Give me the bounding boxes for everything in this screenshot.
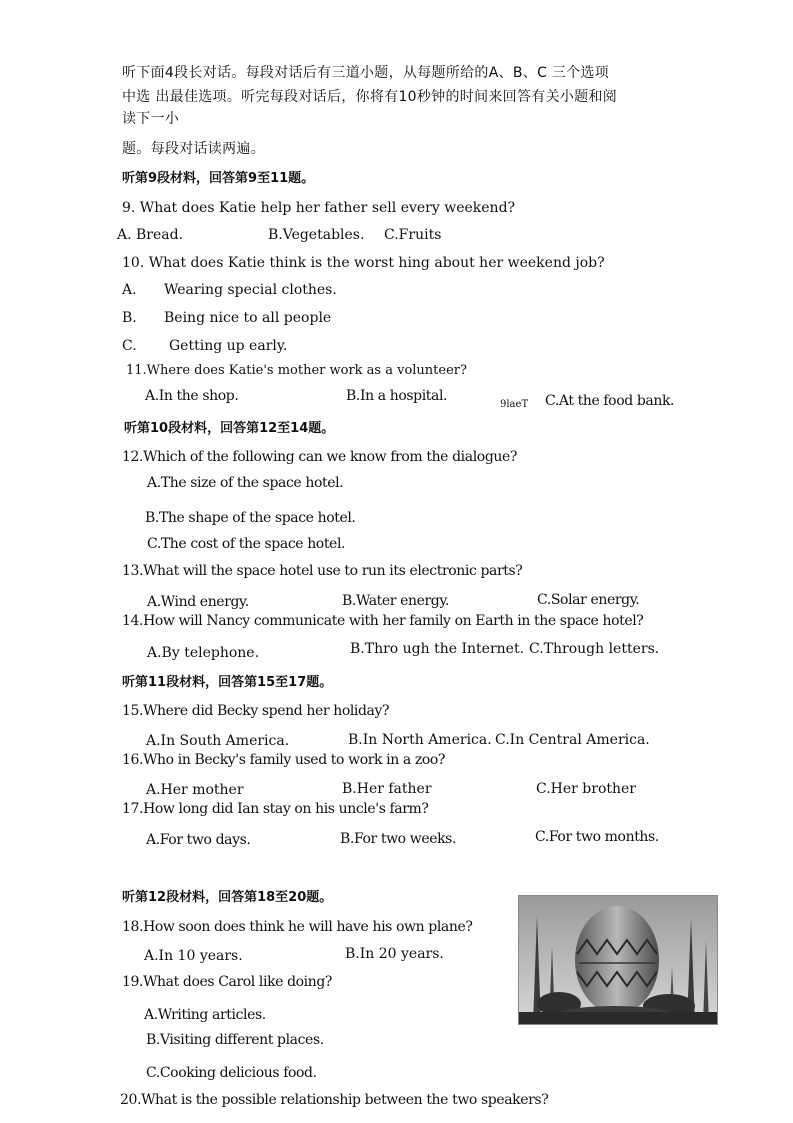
question-9: 9. What does Katie help her father sell every weekend? bbox=[122, 200, 516, 216]
option-10-a-letter: A. bbox=[122, 282, 137, 298]
question-17: 17.How long did Ian stay on his uncle's farm? bbox=[122, 801, 429, 817]
option-13-b: B.Water energy. bbox=[342, 593, 450, 609]
option-10-c: Getting up early. bbox=[169, 338, 288, 354]
option-19-b: B.Visiting different places. bbox=[146, 1032, 324, 1048]
egg-building-photo bbox=[518, 895, 718, 1025]
intro-line-4: 题。每段对话读两遍。 bbox=[122, 141, 265, 157]
option-14-c: C.Through letters. bbox=[529, 641, 660, 657]
section-heading-11: 听第11段材料，回答第15至17题。 bbox=[122, 675, 333, 690]
option-16-b: B.Her father bbox=[342, 781, 432, 797]
option-18-a: A.In 10 years. bbox=[144, 948, 243, 964]
option-19-a: A.Writing articles. bbox=[144, 1007, 266, 1023]
question-15: 15.Where did Becky spend her holiday? bbox=[122, 703, 390, 719]
option-13-c: C.Solar energy. bbox=[537, 592, 640, 608]
question-11: 11.Where does Katie's mother work as a volunteer? bbox=[126, 363, 467, 378]
option-9-c: C.Fruits bbox=[384, 227, 442, 243]
option-15-a: A.In South America. bbox=[146, 733, 290, 749]
option-15-c: C.In Central America. bbox=[495, 732, 650, 748]
question-14: 14.How will Nancy communicate with her family on Earth in the space hotel? bbox=[122, 613, 644, 629]
question-13: 13.What will the space hotel use to run its electronic parts? bbox=[122, 563, 523, 579]
question-10: 10. What does Katie think is the worst hing about her weekend job? bbox=[122, 255, 605, 271]
option-14-a: A.By telephone. bbox=[147, 645, 260, 661]
option-9-a: A. Bread. bbox=[117, 227, 184, 243]
option-11-b: B.In a hospital. bbox=[346, 388, 448, 404]
option-14-b: B.Thro ugh the Internet. bbox=[350, 641, 525, 657]
stray-mark: 9laeT bbox=[500, 399, 529, 410]
option-13-a: A.Wind energy. bbox=[147, 594, 249, 610]
option-12-a: A.The size of the space hotel. bbox=[147, 475, 344, 491]
option-11-c: C.At the food bank. bbox=[545, 393, 675, 409]
option-10-b-letter: B. bbox=[122, 310, 137, 326]
intro-line-1: 听下面4段长对话。每段对话后有三道小题，从每题所给的A、B、C 三个选项 bbox=[122, 65, 610, 81]
option-19-c: C.Cooking delicious food. bbox=[146, 1065, 317, 1081]
section-heading-10: 听第10段材料，回答第12至14题。 bbox=[124, 421, 335, 436]
option-17-b: B.For two weeks. bbox=[340, 831, 457, 847]
question-19: 19.What does Carol like doing? bbox=[122, 974, 333, 990]
option-10-b: Being nice to all people bbox=[164, 310, 332, 326]
intro-line-3: 读下一小 bbox=[122, 111, 180, 127]
option-16-c: C.Her brother bbox=[536, 781, 637, 797]
option-17-a: A.For two days. bbox=[146, 832, 251, 848]
intro-line-2: 中选 出最佳选项。听完每段对话后，你将有10秒钟的时间来回答有关小题和阅 bbox=[122, 89, 618, 105]
option-15-b: B.In North America. bbox=[348, 732, 492, 748]
option-9-b: B.Vegetables. bbox=[268, 227, 365, 243]
option-16-a: A.Her mother bbox=[146, 782, 244, 798]
option-10-c-letter: C. bbox=[122, 338, 137, 354]
option-10-a: Wearing special clothes. bbox=[164, 282, 337, 298]
egg-building-icon bbox=[519, 896, 717, 1024]
option-17-c: C.For two months. bbox=[535, 829, 659, 845]
option-11-a: A.In the shop. bbox=[145, 388, 239, 404]
question-18: 18.How soon does think he will have his own plane? bbox=[122, 919, 473, 935]
question-12: 12.Which of the following can we know from the dialogue? bbox=[122, 449, 517, 465]
section-heading-9: 听第9段材料，回答第9至11题。 bbox=[122, 171, 315, 186]
section-heading-12: 听第12段材料，回答第18至20题。 bbox=[122, 890, 333, 905]
option-12-b: B.The shape of the space hotel. bbox=[145, 510, 356, 526]
option-12-c: C.The cost of the space hotel. bbox=[147, 536, 346, 552]
question-20: 20.What is the possible relationship between the two speakers? bbox=[120, 1092, 549, 1108]
option-18-b: B.In 20 years. bbox=[345, 946, 444, 962]
question-16: 16.Who in Becky's family used to work in a zoo? bbox=[122, 752, 446, 768]
